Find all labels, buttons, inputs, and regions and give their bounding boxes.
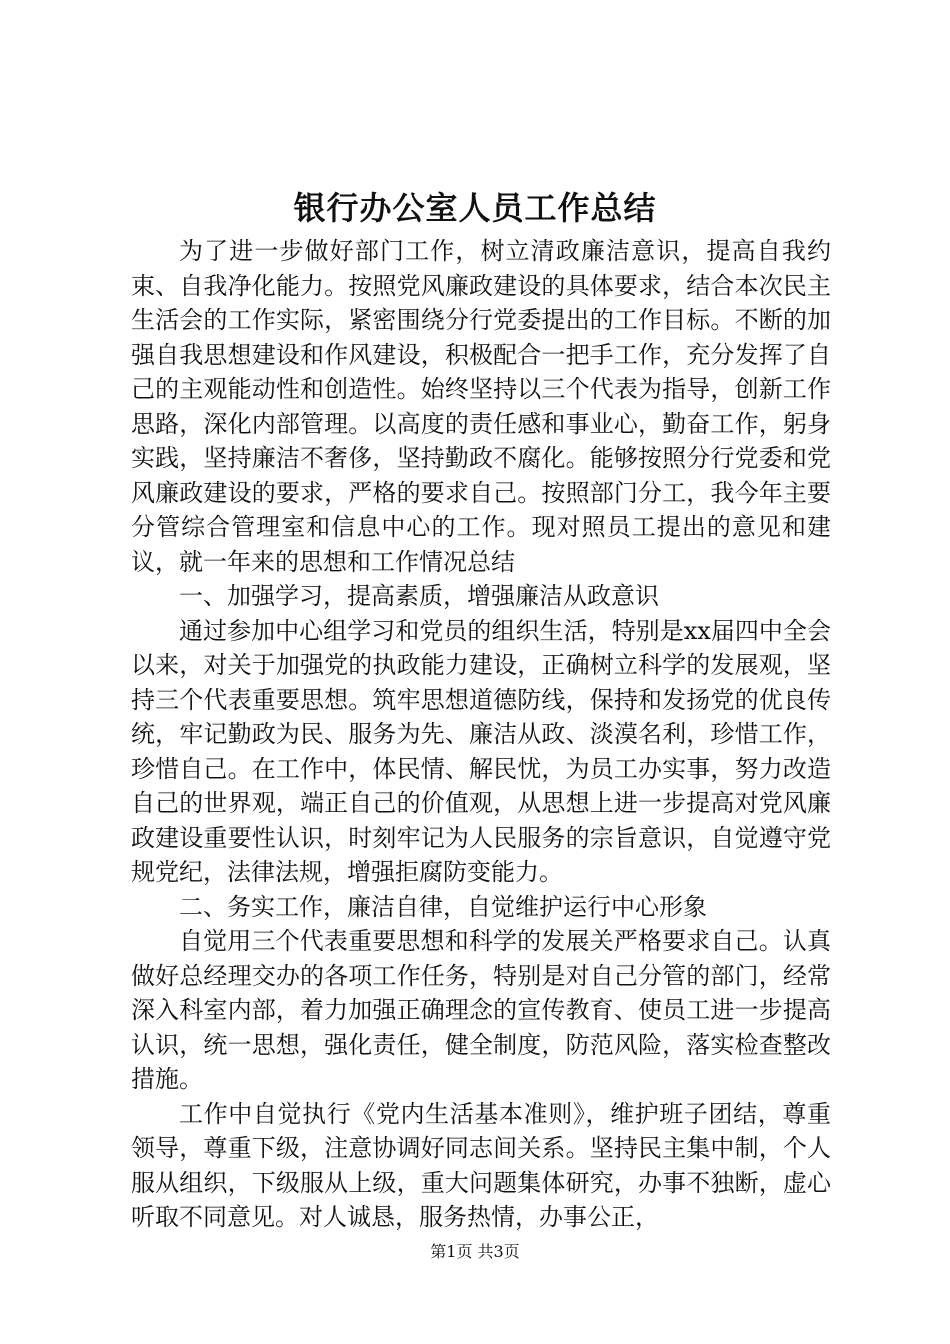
page-number-footer: 第1页 共3页 [430, 1242, 520, 1261]
body-paragraph: 通过参加中心组学习和党员的组织生活，特别是xx届四中全会以来，对关于加强党的执政能力建设，正确树立科学的发展观，坚持三个代表重要思想。筑牢思想道德防线，保持和发扬党的优良传统，牢记勤政为民、服务为先、廉洁从政、淡漠名利，珍惜工作，珍惜自己。在工作中，体民情、解民忧，为员工办实事，努力改造自己的世界观，端正自己的价值观，从思想上进一步提高对党风廉政建设重要性认识，时刻牢记为人民服务的宗旨意识，自觉遵守党规党纪，法律法规，增强拒腐防变能力。 [131, 616, 831, 886]
body-paragraph: 工作中自觉执行《党内生活基本准则》，维护班子团结，尊重领导，尊重下级，注意协调好同志间关系。坚持民主集中制，个人服从组织，下级服从上级，重大问题集体研究，办事不独断，虚心听取不同意见。对人诚恳，服务热情，办事公正， [131, 1099, 831, 1231]
intro-paragraph: 为了进一步做好部门工作，树立清政廉洁意识，提高自我约束、自我净化能力。按照党风廉政建设的具体要求，结合本次民主生活会的工作实际，紧密围绕分行党委提出的工作目标。不断的加强自我思想建设和作风建设，积极配合一把手工作，充分发挥了自己的主观能动性和创造性。始终坚持以三个代表为指导，创新工作思路，深化内部管理。以高度的责任感和事业心，勤奋工作，躬身实践，坚持廉洁不奢侈，坚持勤政不腐化。能够按照分行党委和党风廉政建设的要求，严格的要求自己。按照部门分工，我今年主要分管综合管理室和信息中心的工作。现对照员工提出的意见和建议，就一年来的思想和工作情况总结 [131, 237, 831, 576]
section-heading-2: 二、务实工作，廉洁自律，自觉维护运行中心形象 [179, 892, 707, 921]
section-heading-1: 一、加强学习，提高素质，增强廉洁从政意识 [179, 582, 659, 610]
body-paragraph: 自觉用三个代表重要思想和科学的发展关严格要求自己。认真做好总经理交办的各项工作任务，特别是对自己分管的部门，经常深入科室内部，着力加强正确理念的宣传教育、使员工进一步提高认识，统一思想，强化责任，健全制度，防范风险，落实检查整改措施。 [131, 927, 831, 1093]
page-title: 银行办公室人员工作总结 [293, 189, 657, 227]
document-body [131, 234, 831, 1235]
